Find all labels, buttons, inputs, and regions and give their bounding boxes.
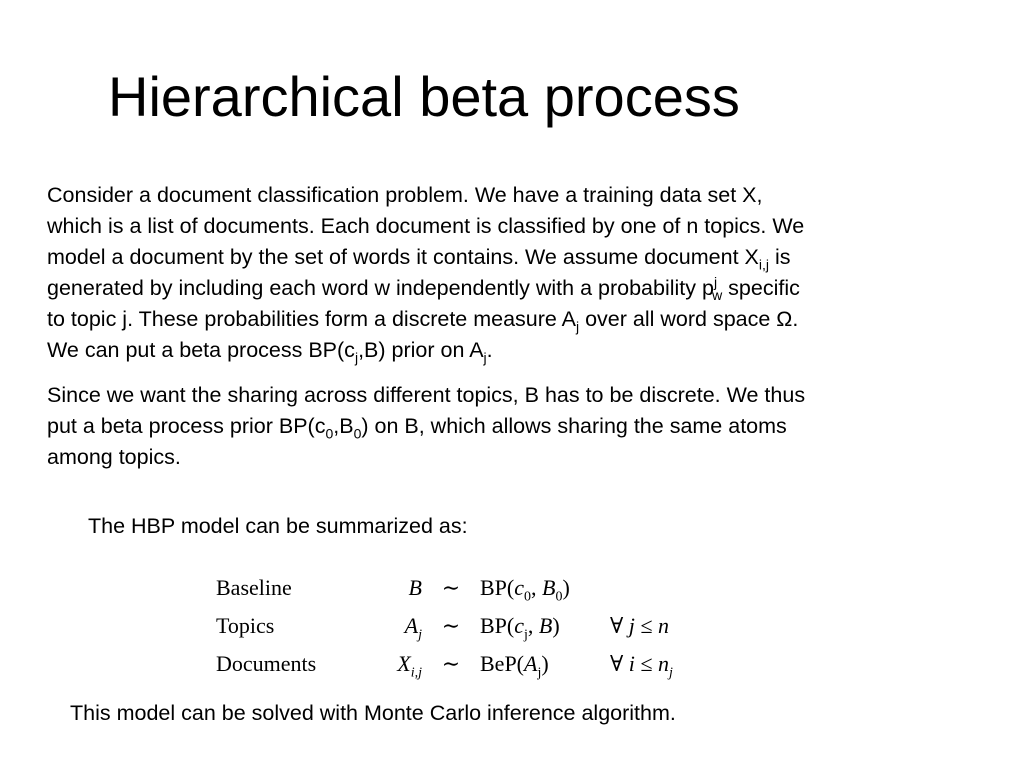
intro-line-3: model a document by the set of words it contains. We assume document $X_{i,j}$ is	[47, 245, 791, 273]
row-operator: ∼	[441, 651, 461, 676]
model-row-documents	[212, 645, 673, 683]
row-distribution: $BP(c_0$, $B_0$)	[480, 575, 570, 605]
intro-line-4: generated by including each word w independently with a probability $p^j_w$ specific	[47, 273, 800, 304]
intro-line-5: to topic j. These probabilities form a discrete measure $A_j$ over all word space Ω.	[47, 307, 799, 335]
model-equations	[212, 569, 673, 683]
row-operator: ∼	[441, 575, 461, 600]
row-label: Documents	[216, 651, 317, 676]
row-label: Baseline	[216, 575, 292, 600]
intro-line-1: Consider a document classification problem. We have a training data set X,	[47, 183, 763, 207]
row-operator: ∼	[441, 613, 461, 638]
sharing-paragraph	[47, 380, 982, 473]
row-variable: $X_{i,j}$	[397, 651, 422, 681]
row-distribution: $BeP(A_j)$	[480, 651, 549, 681]
intro-paragraph	[47, 180, 982, 366]
intro-line-6: We can put a beta process $BP(c_j,B)$ prior on $A_j$.	[47, 338, 493, 366]
intro-line-2: which is a list of documents. Each document is classified by one of n topics. We	[47, 214, 805, 238]
row-quantifier: ∀ $i \le n_j$	[610, 651, 673, 681]
row-variable: B	[408, 575, 422, 600]
sharing-line-2: put a beta process prior $BP(c_0,B_0)$ on B, which allows sharing the same atoms	[47, 414, 787, 442]
row-quantifier	[600, 569, 673, 607]
row-label: Topics	[216, 613, 275, 638]
slide-title: Hierarchical beta process	[108, 65, 740, 128]
sharing-line-1: Since we want the sharing across different topics, B has to be discrete. We thus	[47, 383, 806, 407]
summary-text: The HBP model can be summarized as:	[88, 514, 468, 538]
row-quantifier: ∀ j ≤ n	[610, 613, 669, 638]
closing-text: This model can be solved with Monte Carlo inference algorithm.	[70, 701, 676, 725]
sharing-line-3: among topics.	[47, 445, 181, 469]
model-row-baseline	[212, 569, 673, 607]
row-variable: $A_j$	[404, 613, 422, 643]
row-distribution: $BP(c_j$, B)	[480, 613, 560, 643]
model-row-topics	[212, 607, 673, 645]
